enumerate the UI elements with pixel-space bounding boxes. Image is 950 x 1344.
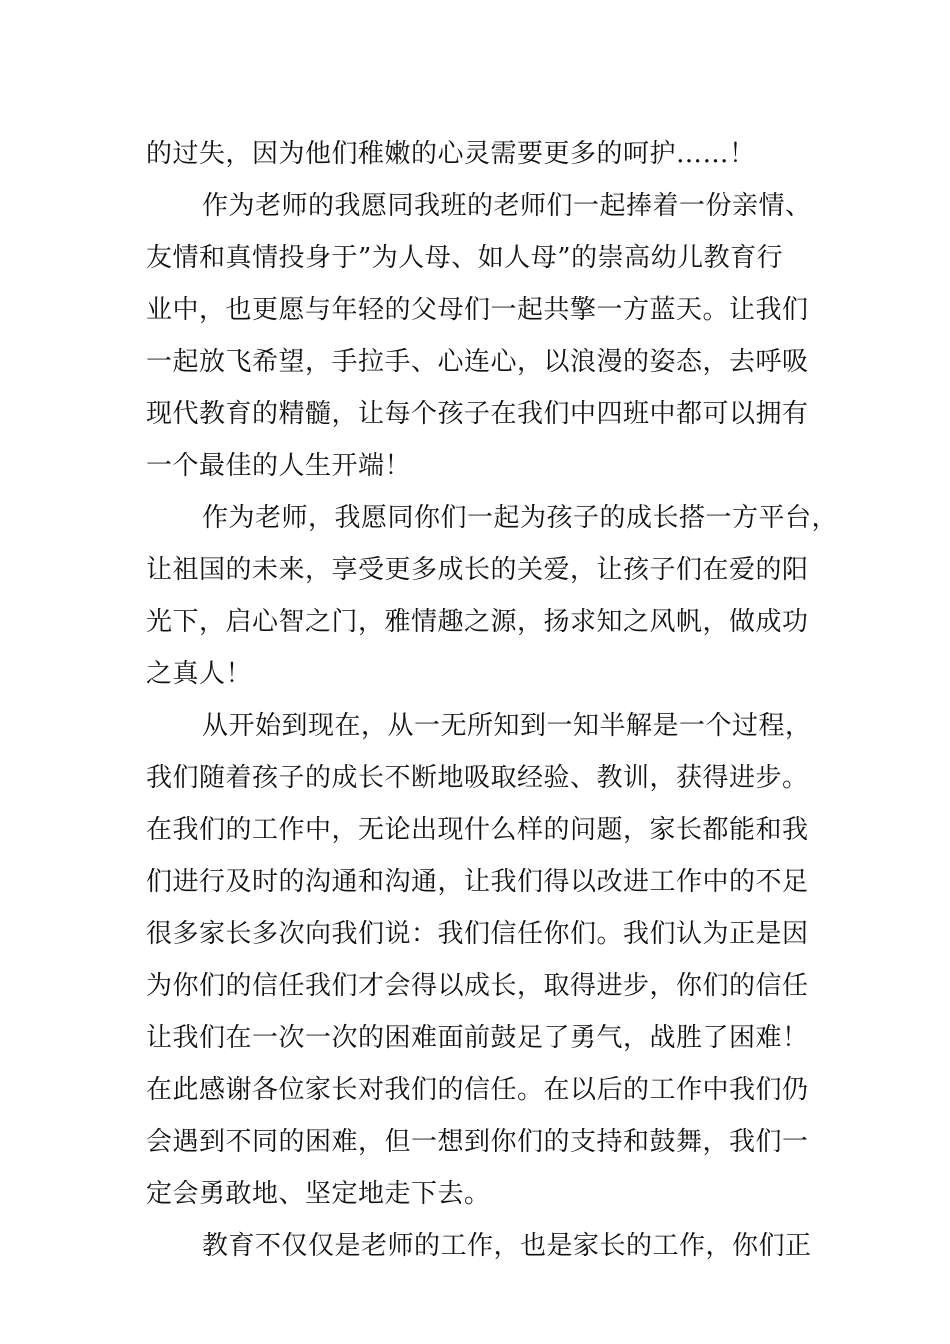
paragraph-start-line: 作为老师，我愿同你们一起为孩子的成长搭一方平台，: [202, 503, 839, 533]
text-line: 我们随着孩子的成长不断地吸取经验、教训，获得进步。: [146, 763, 809, 793]
paragraph-start-line: 教育不仅仅是老师的工作，也是家长的工作，你们正: [202, 1231, 812, 1261]
text-line: 的过失，因为他们稚嫩的心灵需要更多的呵护……！: [146, 139, 756, 169]
text-line: 为你们的信任我们才会得以成长，取得进步，你们的信任: [146, 971, 809, 1001]
text-line: 一个最佳的人生开端！: [146, 451, 412, 481]
text-line: 现代教育的精髓，让每个孩子在我们中四班中都可以拥有: [146, 399, 809, 429]
text-line: 很多家长多次向我们说：我们信任你们。我们认为正是因: [146, 919, 809, 949]
text-line: 业中，也更愿与年轻的父母们一起共擎一方蓝天。让我们: [146, 295, 809, 325]
text-line: 会遇到不同的困难，但一想到你们的支持和鼓舞，我们一: [146, 1127, 809, 1157]
text-line: 们进行及时的沟通和沟通，让我们得以改进工作中的不足: [146, 867, 809, 897]
paragraph-start-line: 作为老师的我愿同我班的老师们一起捧着一份亲情、: [202, 191, 812, 221]
text-line: 定会勇敢地、坚定地走下去。: [146, 1179, 491, 1209]
text-line: 之真人！: [146, 659, 253, 689]
text-line: 让祖国的未来，享受更多成长的关爱，让孩子们在爱的阳: [146, 555, 809, 585]
text-line: 让我们在一次一次的困难面前鼓足了勇气，战胜了困难！: [146, 1023, 809, 1053]
text-line: 在我们的工作中，无论出现什么样的问题，家长都能和我: [146, 815, 809, 845]
text-line: 在此感谢各位家长对我们的信任。在以后的工作中我们仍: [146, 1075, 809, 1105]
document-body: [146, 128, 839, 1272]
text-line: 光下，启心智之门，雅情趣之源，扬求知之风帆，做成功: [146, 607, 809, 637]
text-line: 友情和真情投身于”为人母、如人母”的崇高幼儿教育行: [146, 243, 784, 273]
text-line: 一起放飞希望，手拉手、心连心，以浪漫的姿态，去呼吸: [146, 347, 809, 377]
paragraph-start-line: 从开始到现在，从一无所知到一知半解是一个过程，: [202, 711, 812, 741]
